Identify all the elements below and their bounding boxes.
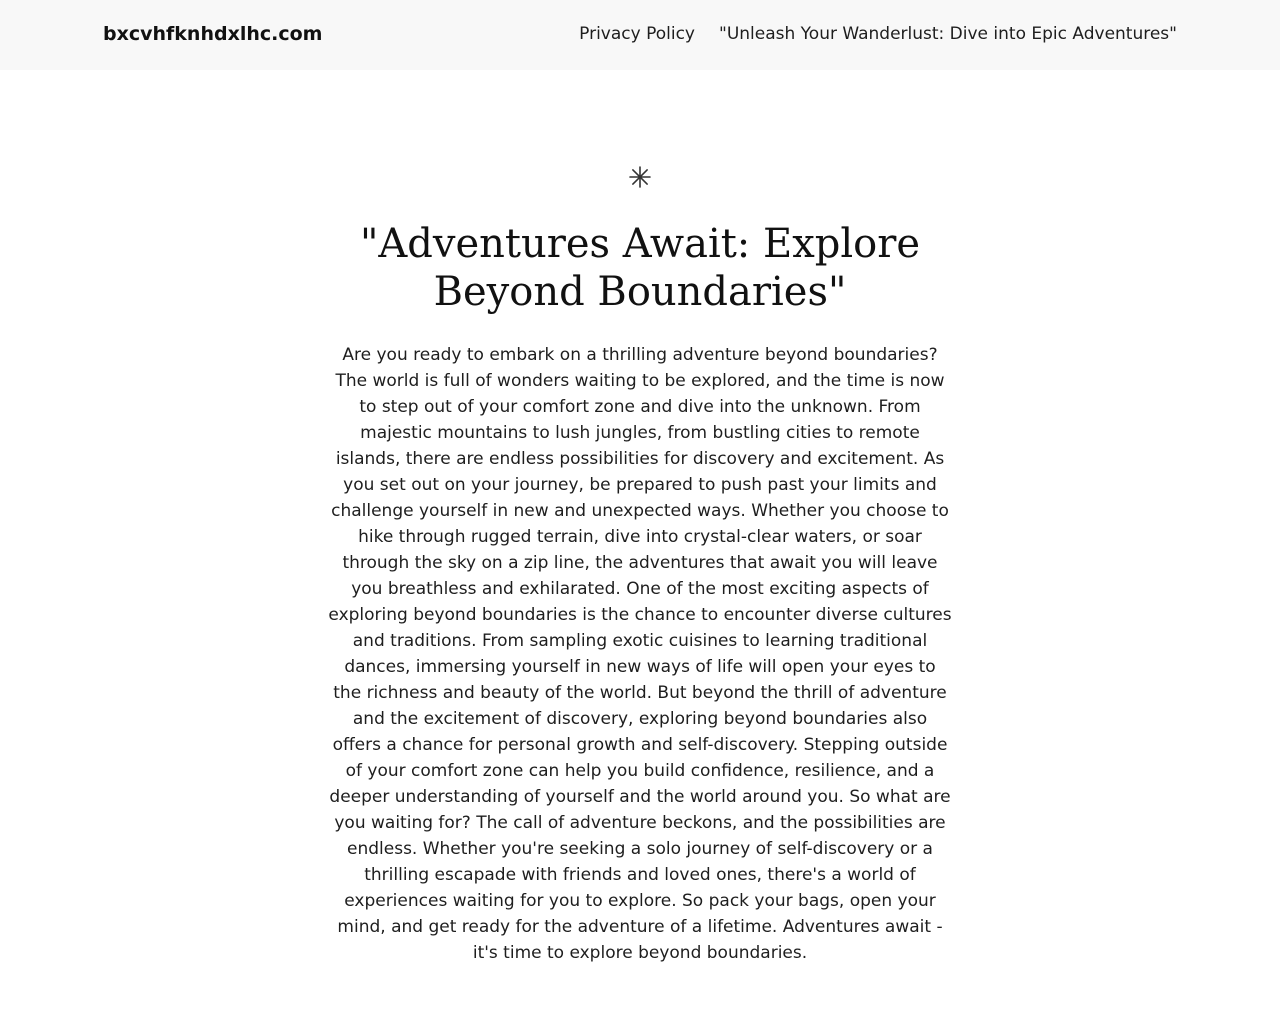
main-navigation — [579, 21, 1177, 47]
page-title: "Adventures Await: Explore Beyond Boundaries" — [359, 221, 921, 315]
site-title-link[interactable]: bxcvhfknhdxlhc.com — [103, 23, 323, 45]
nav-link-unleash-your-wanderlust[interactable]: "Unleash Your Wanderlust: Dive into Epic Adventures" — [719, 24, 1177, 44]
site-header — [0, 0, 1280, 70]
main-content — [320, 164, 960, 966]
asterisk-icon — [627, 164, 653, 190]
nav-link-privacy-policy[interactable]: Privacy Policy — [579, 24, 695, 44]
article-body: Are you ready to embark on a thrilling adventure beyond boundaries? The world is full of wonders waiting to be explored, and the time is now to step out of your comfort zone and dive into the unknown. From majestic mountains to lush jungles, from bustling cities to remote islands, there are endless possibilities for discovery and excitement. As you set out on your journey, be prepared to push past your limits and challenge yourself in new and unexpected ways. Whether you choose to hike through rugged terrain, dive into crystal-clear waters, or soar through the sky on a zip line, the adventures that await you will leave you breathless and exhilarated. One of the most exciting aspects of exploring beyond boundaries is the chance to encounter diverse cultures and traditions. From sampling exotic cuisines to learning traditional dances, immersing yourself in new ways of life will open your eyes to the richness and beauty of the world. But beyond the thrill of adventure and the excitement of discovery, exploring beyond boundaries also offers a chance for personal growth and self-discovery. Stepping outside of your comfort zone can help you build confidence, resilience, and a deeper understanding of yourself and the world around you. So what are you waiting for? The call of adventure beckons, and the possibilities are endless. Whether you're seeking a solo journey of self-discovery or a thrilling escapade with friends and loved ones, there's a world of experiences waiting for you to explore. So pack your bags, open your mind, and get ready for the adventure of a lifetime. Adventures await - it's time to explore beyond boundaries. — [328, 345, 952, 963]
